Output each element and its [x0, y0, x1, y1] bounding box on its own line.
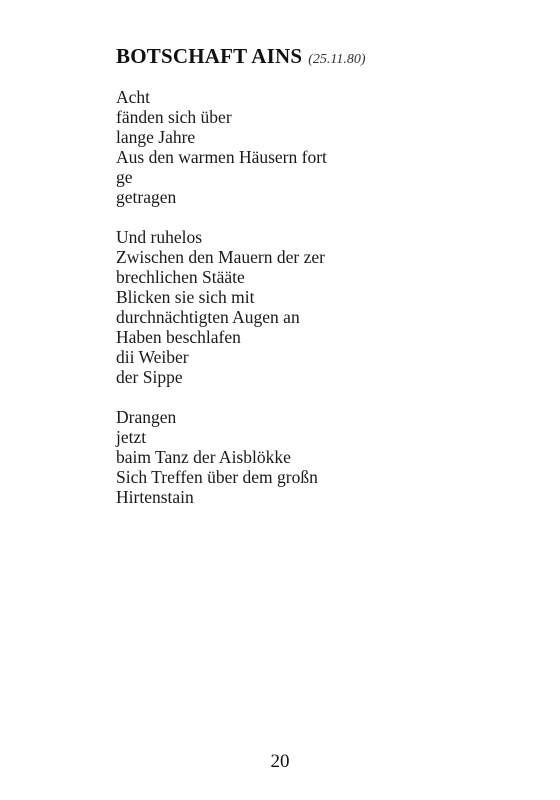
stanza-1 — [116, 87, 327, 207]
poem-line: jetzt — [116, 427, 147, 447]
poem-line: baim Tanz der Aisblökke — [116, 447, 291, 467]
stanza-2 — [116, 227, 327, 387]
poem-line: Sich Treffen über dem großn — [116, 467, 318, 487]
poem-line: lange Jahre — [116, 127, 196, 147]
poem-line: Blicken sie sich mit — [116, 287, 255, 307]
poem-line: getragen — [116, 187, 177, 207]
poem-line: Acht — [116, 87, 151, 107]
poem-line: der Sippe — [116, 367, 183, 387]
poem-title: BOTSCHAFT AINS — [116, 44, 303, 68]
poem-line: brechlichen Stääte — [116, 267, 245, 287]
stanza-3 — [116, 407, 327, 507]
poem-line: durchnächtigten Augen an — [116, 307, 300, 327]
poem-line: fänden sich über — [116, 107, 232, 127]
poem-heading — [116, 44, 366, 69]
poem-line: dii Weiber — [116, 347, 189, 367]
poem-line: ge — [116, 167, 133, 187]
poem-line: Und ruhelos — [116, 227, 203, 247]
poem-body — [116, 87, 327, 527]
poem-line: Zwischen den Mauern der zer — [116, 247, 325, 267]
poem-line: Aus den warmen Häusern fort — [116, 147, 327, 167]
poem-date: (25.11.80) — [308, 52, 366, 67]
poem-line: Haben beschlafen — [116, 327, 241, 347]
poem-line: Drangen — [116, 407, 177, 427]
poem-line: Hirtenstain — [116, 487, 194, 507]
page-number: 20 — [270, 751, 290, 772]
